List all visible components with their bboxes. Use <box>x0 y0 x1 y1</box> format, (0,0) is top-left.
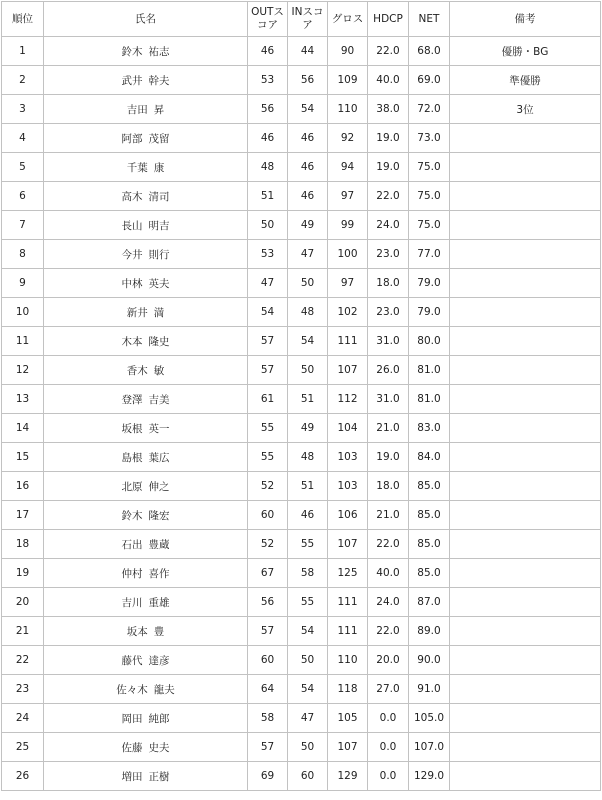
cell-hdcp: 20.0 <box>368 646 409 675</box>
table-row <box>2 733 601 762</box>
cell-note <box>450 269 601 298</box>
player-surname: 千葉 <box>126 161 148 174</box>
cell-gross: 112 <box>328 385 368 414</box>
player-given: 隆宏 <box>148 509 170 522</box>
cell-name <box>44 182 248 211</box>
cell-gross: 103 <box>328 443 368 472</box>
cell-hdcp: 22.0 <box>368 182 409 211</box>
player-given: 則行 <box>148 248 170 261</box>
cell-net: 129.0 <box>409 762 450 791</box>
cell-hdcp: 26.0 <box>368 356 409 385</box>
cell-name <box>44 501 248 530</box>
cell-in-score: 50 <box>288 269 328 298</box>
cell-out-score: 67 <box>248 559 288 588</box>
cell-name <box>44 298 248 327</box>
cell-gross: 118 <box>328 675 368 704</box>
table-row <box>2 182 601 211</box>
player-given: 吉美 <box>148 393 170 406</box>
cell-note <box>450 327 601 356</box>
cell-gross: 111 <box>328 588 368 617</box>
cell-out-score: 57 <box>248 617 288 646</box>
cell-hdcp: 40.0 <box>368 559 409 588</box>
cell-hdcp: 22.0 <box>368 530 409 559</box>
cell-out-score: 56 <box>248 95 288 124</box>
header-name: 氏名 <box>44 2 248 37</box>
cell-name <box>44 66 248 95</box>
player-surname: 石出 <box>121 538 143 551</box>
table-row <box>2 124 601 153</box>
player-surname: 鈴木 <box>121 45 143 58</box>
cell-gross: 111 <box>328 617 368 646</box>
cell-out-score: 48 <box>248 153 288 182</box>
cell-name <box>44 588 248 617</box>
cell-note <box>450 588 601 617</box>
player-given: 英夫 <box>148 277 170 290</box>
cell-gross: 107 <box>328 733 368 762</box>
cell-in-score: 47 <box>288 240 328 269</box>
cell-name <box>44 530 248 559</box>
cell-rank: 8 <box>2 240 44 269</box>
cell-rank: 21 <box>2 617 44 646</box>
cell-rank: 7 <box>2 211 44 240</box>
cell-in-score: 49 <box>288 414 328 443</box>
cell-name <box>44 675 248 704</box>
cell-hdcp: 38.0 <box>368 95 409 124</box>
cell-out-score: 53 <box>248 240 288 269</box>
cell-name <box>44 240 248 269</box>
cell-note <box>450 675 601 704</box>
cell-name <box>44 211 248 240</box>
player-given: 康 <box>153 161 165 174</box>
cell-net: 83.0 <box>409 414 450 443</box>
cell-gross: 104 <box>328 414 368 443</box>
cell-net: 81.0 <box>409 356 450 385</box>
cell-net: 81.0 <box>409 385 450 414</box>
cell-gross: 92 <box>328 124 368 153</box>
cell-gross: 97 <box>328 182 368 211</box>
cell-note: 優勝・BG <box>450 37 601 66</box>
player-given: 龍夫 <box>153 683 175 696</box>
player-given: 伸之 <box>148 480 170 493</box>
cell-gross: 94 <box>328 153 368 182</box>
cell-rank: 25 <box>2 733 44 762</box>
player-given: 豊 <box>153 625 165 638</box>
cell-gross: 110 <box>328 95 368 124</box>
cell-net: 73.0 <box>409 124 450 153</box>
player-surname: 北原 <box>121 480 143 493</box>
player-given: 英一 <box>148 422 170 435</box>
table-row <box>2 153 601 182</box>
cell-in-score: 51 <box>288 385 328 414</box>
cell-rank: 24 <box>2 704 44 733</box>
cell-hdcp: 18.0 <box>368 472 409 501</box>
cell-rank: 9 <box>2 269 44 298</box>
cell-net: 85.0 <box>409 501 450 530</box>
table-row <box>2 617 601 646</box>
cell-name <box>44 327 248 356</box>
player-surname: 木本 <box>121 335 143 348</box>
player-surname: 香木 <box>126 364 148 377</box>
cell-note <box>450 704 601 733</box>
cell-name <box>44 95 248 124</box>
cell-name <box>44 37 248 66</box>
cell-out-score: 69 <box>248 762 288 791</box>
cell-note <box>450 356 601 385</box>
cell-out-score: 57 <box>248 327 288 356</box>
cell-note <box>450 559 601 588</box>
cell-name <box>44 269 248 298</box>
cell-out-score: 57 <box>248 356 288 385</box>
cell-in-score: 54 <box>288 95 328 124</box>
cell-in-score: 46 <box>288 153 328 182</box>
cell-note <box>450 211 601 240</box>
table-row <box>2 327 601 356</box>
cell-in-score: 46 <box>288 182 328 211</box>
player-surname: 武井 <box>121 74 143 87</box>
player-surname: 藤代 <box>121 654 143 667</box>
cell-rank: 6 <box>2 182 44 211</box>
cell-hdcp: 18.0 <box>368 269 409 298</box>
cell-hdcp: 0.0 <box>368 762 409 791</box>
cell-rank: 16 <box>2 472 44 501</box>
cell-in-score: 54 <box>288 617 328 646</box>
cell-out-score: 52 <box>248 530 288 559</box>
cell-gross: 125 <box>328 559 368 588</box>
header-rank: 順位 <box>2 2 44 37</box>
table-row <box>2 588 601 617</box>
cell-rank: 14 <box>2 414 44 443</box>
cell-hdcp: 21.0 <box>368 501 409 530</box>
cell-rank: 15 <box>2 443 44 472</box>
player-given: 達彦 <box>148 654 170 667</box>
table-row <box>2 37 601 66</box>
cell-note <box>450 182 601 211</box>
cell-hdcp: 22.0 <box>368 617 409 646</box>
cell-rank: 10 <box>2 298 44 327</box>
player-given: 喜作 <box>148 567 170 580</box>
cell-out-score: 54 <box>248 298 288 327</box>
cell-net: 87.0 <box>409 588 450 617</box>
player-given: 明吉 <box>148 219 170 232</box>
cell-in-score: 54 <box>288 675 328 704</box>
cell-note: 3位 <box>450 95 601 124</box>
table-row <box>2 66 601 95</box>
cell-name <box>44 617 248 646</box>
cell-in-score: 46 <box>288 501 328 530</box>
player-surname: 今井 <box>121 248 143 261</box>
cell-in-score: 47 <box>288 704 328 733</box>
cell-rank: 22 <box>2 646 44 675</box>
cell-in-score: 54 <box>288 327 328 356</box>
cell-in-score: 44 <box>288 37 328 66</box>
cell-hdcp: 27.0 <box>368 675 409 704</box>
player-given: 幹夫 <box>148 74 170 87</box>
table-row <box>2 646 601 675</box>
cell-note: 準優勝 <box>450 66 601 95</box>
table-row <box>2 675 601 704</box>
player-given: 祐志 <box>148 45 170 58</box>
table-row <box>2 269 601 298</box>
cell-in-score: 51 <box>288 472 328 501</box>
player-surname: 佐々木 <box>116 683 148 696</box>
cell-name <box>44 124 248 153</box>
cell-net: 72.0 <box>409 95 450 124</box>
cell-hdcp: 21.0 <box>368 414 409 443</box>
cell-out-score: 57 <box>248 733 288 762</box>
player-given: 正樹 <box>148 770 170 783</box>
cell-out-score: 55 <box>248 443 288 472</box>
cell-gross: 129 <box>328 762 368 791</box>
header-gross: グロス <box>328 2 368 37</box>
player-surname: 吉田 <box>126 103 148 116</box>
header-note: 備考 <box>450 2 601 37</box>
cell-hdcp: 23.0 <box>368 240 409 269</box>
player-surname: 中林 <box>121 277 143 290</box>
cell-net: 85.0 <box>409 472 450 501</box>
cell-gross: 105 <box>328 704 368 733</box>
cell-note <box>450 646 601 675</box>
cell-net: 107.0 <box>409 733 450 762</box>
cell-gross: 97 <box>328 269 368 298</box>
cell-net: 85.0 <box>409 559 450 588</box>
table-header <box>2 2 601 37</box>
cell-gross: 102 <box>328 298 368 327</box>
cell-rank: 2 <box>2 66 44 95</box>
cell-out-score: 64 <box>248 675 288 704</box>
header-out-score: OUTスコア <box>248 2 288 37</box>
cell-gross: 107 <box>328 530 368 559</box>
cell-name <box>44 472 248 501</box>
cell-note <box>450 385 601 414</box>
cell-note <box>450 124 601 153</box>
cell-in-score: 48 <box>288 298 328 327</box>
player-surname: 長山 <box>121 219 143 232</box>
cell-net: 80.0 <box>409 327 450 356</box>
cell-in-score: 56 <box>288 66 328 95</box>
cell-hdcp: 24.0 <box>368 588 409 617</box>
cell-hdcp: 31.0 <box>368 385 409 414</box>
cell-hdcp: 24.0 <box>368 211 409 240</box>
table-row <box>2 472 601 501</box>
player-surname: 岡田 <box>121 712 143 725</box>
cell-hdcp: 23.0 <box>368 298 409 327</box>
cell-out-score: 53 <box>248 66 288 95</box>
table-row <box>2 356 601 385</box>
player-given: 満 <box>153 306 165 319</box>
cell-rank: 1 <box>2 37 44 66</box>
cell-rank: 23 <box>2 675 44 704</box>
cell-hdcp: 0.0 <box>368 704 409 733</box>
cell-net: 75.0 <box>409 153 450 182</box>
cell-out-score: 50 <box>248 211 288 240</box>
cell-in-score: 50 <box>288 733 328 762</box>
cell-name <box>44 762 248 791</box>
cell-out-score: 60 <box>248 646 288 675</box>
cell-gross: 109 <box>328 66 368 95</box>
player-surname: 増田 <box>121 770 143 783</box>
results-table <box>1 1 601 791</box>
player-given: 豊蔵 <box>148 538 170 551</box>
header-row <box>2 2 601 37</box>
table-row <box>2 559 601 588</box>
cell-in-score: 49 <box>288 211 328 240</box>
cell-in-score: 48 <box>288 443 328 472</box>
cell-rank: 4 <box>2 124 44 153</box>
cell-rank: 5 <box>2 153 44 182</box>
cell-out-score: 46 <box>248 37 288 66</box>
cell-name <box>44 704 248 733</box>
cell-note <box>450 733 601 762</box>
cell-in-score: 46 <box>288 124 328 153</box>
cell-net: 90.0 <box>409 646 450 675</box>
cell-out-score: 55 <box>248 414 288 443</box>
cell-rank: 13 <box>2 385 44 414</box>
cell-net: 85.0 <box>409 530 450 559</box>
cell-out-score: 58 <box>248 704 288 733</box>
cell-net: 69.0 <box>409 66 450 95</box>
cell-gross: 106 <box>328 501 368 530</box>
cell-net: 75.0 <box>409 182 450 211</box>
player-surname: 吉川 <box>121 596 143 609</box>
cell-net: 79.0 <box>409 269 450 298</box>
cell-out-score: 56 <box>248 588 288 617</box>
cell-net: 77.0 <box>409 240 450 269</box>
player-surname: 佐藤 <box>121 741 143 754</box>
cell-hdcp: 31.0 <box>368 327 409 356</box>
cell-net: 75.0 <box>409 211 450 240</box>
cell-note <box>450 472 601 501</box>
player-surname: 鈴木 <box>121 509 143 522</box>
cell-gross: 99 <box>328 211 368 240</box>
player-given: 隆史 <box>148 335 170 348</box>
player-surname: 新井 <box>126 306 148 319</box>
player-given: 敏 <box>153 364 165 377</box>
table-row <box>2 211 601 240</box>
table-row <box>2 530 601 559</box>
header-net: NET <box>409 2 450 37</box>
cell-in-score: 55 <box>288 588 328 617</box>
cell-in-score: 55 <box>288 530 328 559</box>
cell-name <box>44 559 248 588</box>
cell-gross: 100 <box>328 240 368 269</box>
cell-out-score: 46 <box>248 124 288 153</box>
cell-hdcp: 19.0 <box>368 153 409 182</box>
cell-note <box>450 414 601 443</box>
cell-name <box>44 414 248 443</box>
cell-note <box>450 240 601 269</box>
player-surname: 坂本 <box>126 625 148 638</box>
cell-net: 89.0 <box>409 617 450 646</box>
cell-net: 84.0 <box>409 443 450 472</box>
cell-hdcp: 19.0 <box>368 443 409 472</box>
table-row <box>2 385 601 414</box>
cell-gross: 110 <box>328 646 368 675</box>
header-in-score: INスコア <box>288 2 328 37</box>
cell-rank: 12 <box>2 356 44 385</box>
cell-hdcp: 0.0 <box>368 733 409 762</box>
cell-name <box>44 443 248 472</box>
table-row <box>2 704 601 733</box>
cell-out-score: 52 <box>248 472 288 501</box>
cell-net: 79.0 <box>409 298 450 327</box>
cell-note <box>450 443 601 472</box>
cell-rank: 26 <box>2 762 44 791</box>
player-given: 葉広 <box>148 451 170 464</box>
table-row <box>2 95 601 124</box>
cell-gross: 90 <box>328 37 368 66</box>
cell-hdcp: 22.0 <box>368 37 409 66</box>
cell-note <box>450 501 601 530</box>
cell-note <box>450 153 601 182</box>
cell-note <box>450 298 601 327</box>
cell-rank: 20 <box>2 588 44 617</box>
cell-in-score: 58 <box>288 559 328 588</box>
player-given: 純郎 <box>148 712 170 725</box>
cell-note <box>450 617 601 646</box>
table-row <box>2 414 601 443</box>
cell-hdcp: 19.0 <box>368 124 409 153</box>
player-given: 史夫 <box>148 741 170 754</box>
player-given: 清司 <box>148 190 170 203</box>
cell-out-score: 47 <box>248 269 288 298</box>
cell-net: 68.0 <box>409 37 450 66</box>
player-given: 昇 <box>153 103 165 116</box>
header-hdcp: HDCP <box>368 2 409 37</box>
cell-note <box>450 762 601 791</box>
table-row <box>2 240 601 269</box>
cell-gross: 103 <box>328 472 368 501</box>
player-given: 茂留 <box>148 132 170 145</box>
cell-out-score: 60 <box>248 501 288 530</box>
table-row <box>2 443 601 472</box>
table-row <box>2 298 601 327</box>
cell-out-score: 61 <box>248 385 288 414</box>
cell-rank: 3 <box>2 95 44 124</box>
cell-gross: 107 <box>328 356 368 385</box>
cell-rank: 18 <box>2 530 44 559</box>
cell-net: 91.0 <box>409 675 450 704</box>
cell-in-score: 60 <box>288 762 328 791</box>
player-surname: 仲村 <box>121 567 143 580</box>
cell-name <box>44 356 248 385</box>
player-surname: 阿部 <box>121 132 143 145</box>
player-surname: 島根 <box>121 451 143 464</box>
table-row <box>2 501 601 530</box>
cell-rank: 17 <box>2 501 44 530</box>
cell-name <box>44 646 248 675</box>
player-given: 重雄 <box>148 596 170 609</box>
cell-name <box>44 385 248 414</box>
cell-in-score: 50 <box>288 646 328 675</box>
cell-name <box>44 733 248 762</box>
cell-in-score: 50 <box>288 356 328 385</box>
player-surname: 坂根 <box>121 422 143 435</box>
cell-gross: 111 <box>328 327 368 356</box>
cell-rank: 11 <box>2 327 44 356</box>
cell-hdcp: 40.0 <box>368 66 409 95</box>
cell-rank: 19 <box>2 559 44 588</box>
cell-net: 105.0 <box>409 704 450 733</box>
table-body <box>2 37 601 791</box>
cell-out-score: 51 <box>248 182 288 211</box>
table-row <box>2 762 601 791</box>
cell-note <box>450 530 601 559</box>
player-surname: 高木 <box>121 190 143 203</box>
cell-name <box>44 153 248 182</box>
player-surname: 登澤 <box>121 393 143 406</box>
